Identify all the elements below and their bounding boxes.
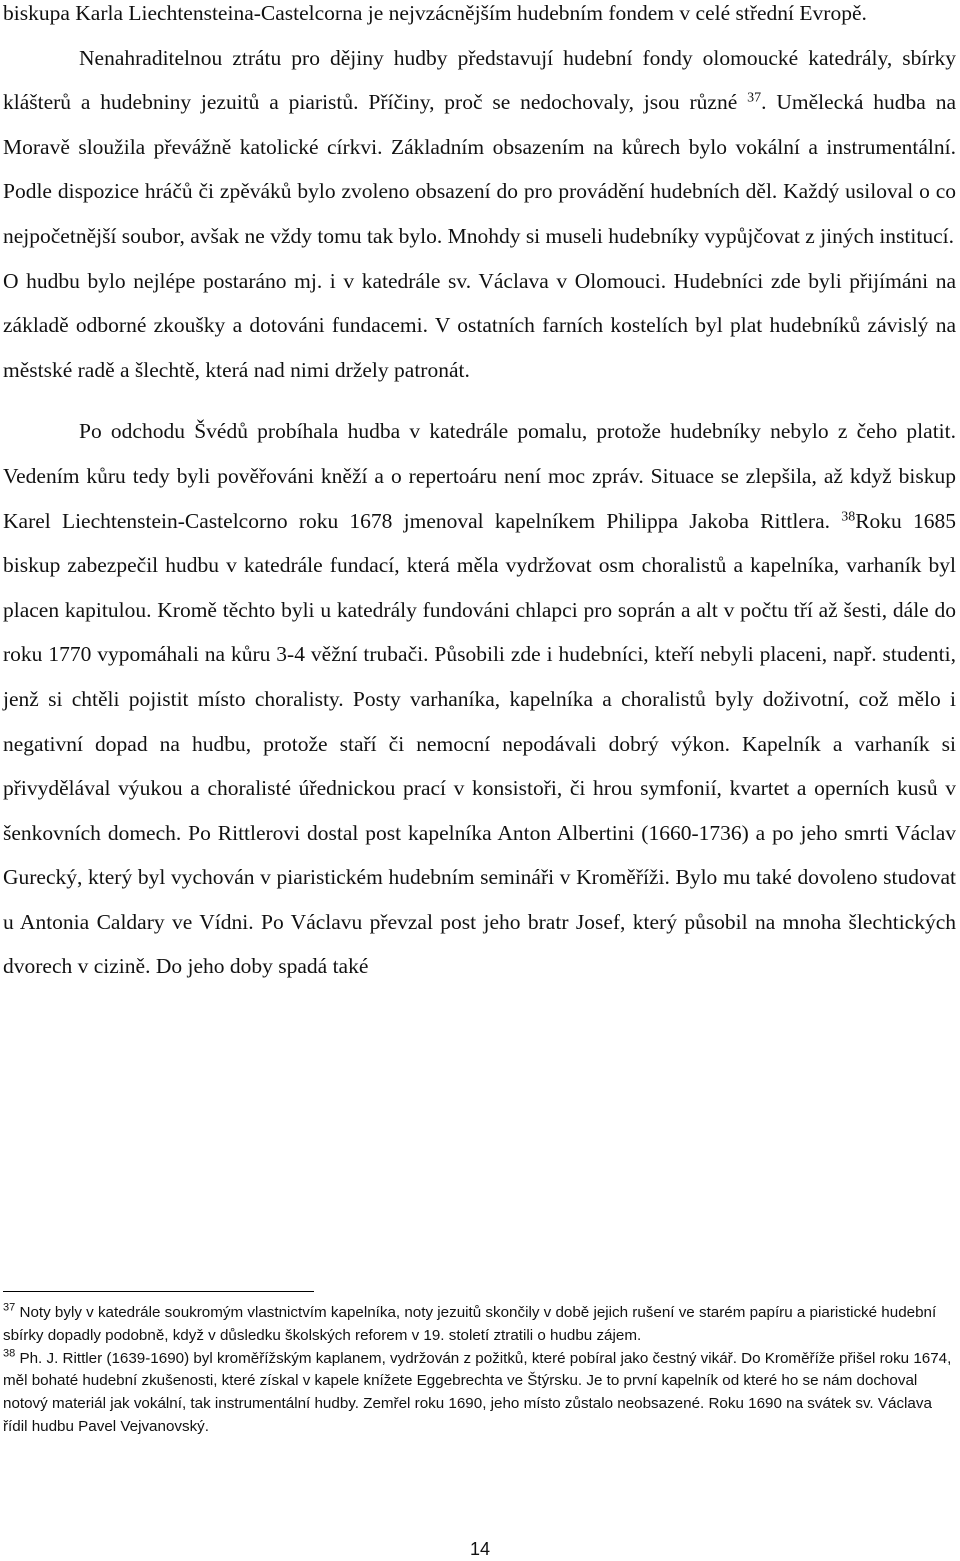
- footnote-number: 38: [3, 1347, 16, 1359]
- paragraph-text: Nenahraditelnou ztrátu pro dějiny hudby představují hudební fondy olomoucké katedrály, sbírky klášterů a hudebniny jezuitů a piaristů. Příčiny, proč se nedochovaly, jsou různé: [3, 45, 956, 115]
- footnote-reference[interactable]: 38: [841, 508, 856, 524]
- footnote-text: Ph. J. Rittler (1639-1690) byl kroměřížským kaplanem, vydržován z požitků, které pobíral jako čestný vikář. Do Kroměříže přišel roku 1674, měl bohaté hudební zkušenosti, které získal v kapele knížete Eggebrechta ve Štýrsku. Je to první kapelník od které ho se nám dochoval notový materiál jak vokální, tak instrumentální hudby. Zemřel roku 1690, jeho místo zůstalo neobsazené. Roku 1690 na svátek sv. Václava řídil hudbu Pavel Vejvanovský.: [3, 1349, 952, 1435]
- footnote: [3, 1348, 956, 1439]
- footnotes: [3, 1302, 956, 1439]
- main-text: [3, 0, 956, 989]
- paragraph: [3, 409, 956, 989]
- paragraph-text: O hudbu bylo nejlépe postaráno mj. i v katedrále sv. Václava v Olomouci. Hudebníci zde byli přijímáni na základě odborné zkoušky a dotováni fundacemi. V ostatních farních kostelích byl plat hudebníků závislý na městské radě a šlechtě, která nad nimi držely patronát.: [3, 268, 956, 382]
- footnote-number: 37: [3, 1301, 16, 1314]
- paragraph: [3, 0, 956, 36]
- paragraph-text: biskupa Karla Liechtensteina-Castelcorna je nejvzácnějším hudebním fondem v celé střední Evropě.: [3, 1, 867, 25]
- paragraph-text: . Umělecká hudba na Moravě sloužila převážně katolické církvi. Základním obsazením na kůrech bylo vokální a instrumentální. Podle dispozice hráčů či zpěváků bylo zvoleno obsazení do pro provádění hudebních děl. Každý usiloval o co nejpočetnější soubor, avšak ne vždy tomu tak bylo. Mnohdy si museli hudebníky vypůjčovat z jiných institucí.: [3, 90, 956, 248]
- paragraph: [3, 36, 956, 259]
- footnote-separator: [3, 1291, 314, 1292]
- footnote-text: Noty byly v katedrále soukromým vlastnictvím kapelníka, noty jezuitů skončily v době jejich rušení ve starém papíru a piaristické hudební sbírky dopadly podobně, když v důsledku školských reforem v 19. století ztratili o hudbu zájem.: [3, 1304, 937, 1344]
- footnote: [3, 1302, 956, 1348]
- footnote-reference[interactable]: 37: [747, 90, 762, 106]
- paragraph-text: Po odchodu Švédů probíhala hudba v katedrále pomalu, protože hudebníky nebylo z čeho platit. Vedením kůru tedy byli pověřováni kněží a o repertoáru není moc zpráv. Situace se zlepšila, až když biskup Karel Liechtenstein-Castelcorno roku 1678 jmenoval kapelníkem Philippa Jakoba Rittlera.: [3, 419, 956, 533]
- paragraph-text: Roku 1685 biskup zabezpečil hudbu v katedrále fundací, která měla vydržovat osm choralistů a kapelníka, varhaník byl placen kapitulou. Kromě těchto byli u katedrály fundováni chlapci pro soprán a alt v počtu tří až šesti, dále do roku 1770 vypomáhali na kůru 3-4 věžní trubači. Působili zde i hudebníci, kteří nebyli placeni, např. studenti, jenž si chtěli pojistit místo choralisty. Posty varhaníka, kapelníka a choralistů byly doživotní, což mělo i negativní dopad na hudbu, protože staří či nemocní nepodávali dobrý výkon. Kapelník a varhaník si přivydělával výukou a choralisté úřednickou prací v konsistoři, či hrou symfonií, kvartet a operních kusů v šenkovních domech. Po Rittlerovi dostal post kapelníka Anton Albertini (1660-1736) a po jeho smrti Václav Gurecký, který byl vychován v piaristickém hudebním semináři v Kroměříži. Bylo mu také dovoleno studovat u Antonia Caldary ve Vídni. Po Václavu převzal post jeho bratr Josef, který působil na mnoha šlechtických dvorech v cizině. Do jeho doby spadá také: [3, 508, 956, 979]
- page-number: 14: [469, 1539, 491, 1559]
- paragraph: [3, 259, 956, 393]
